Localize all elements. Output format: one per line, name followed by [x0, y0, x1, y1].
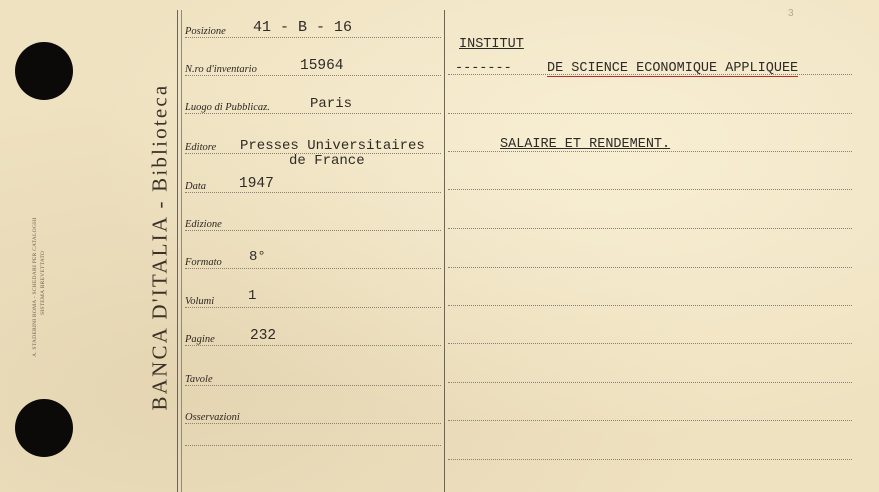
- entry-rule: [448, 420, 852, 421]
- field-label: Editore: [185, 142, 217, 153]
- entry-rule: [448, 228, 852, 229]
- field-label: Data: [185, 181, 206, 192]
- entry-rule: [448, 305, 852, 306]
- field-pagine: [185, 328, 441, 346]
- field-label: Luogo di Pubblicaz.: [185, 102, 270, 113]
- field-volumi: [185, 290, 441, 308]
- field-rule-extra: [185, 445, 441, 446]
- field-value-editore-2: de France: [289, 153, 365, 169]
- field-label: Volumi: [185, 296, 215, 307]
- entry-rule: [448, 189, 852, 190]
- field-value-luogo: Paris: [310, 96, 353, 112]
- field-osservazioni: [185, 406, 441, 424]
- field-formato: [185, 251, 441, 269]
- printer-line-1: A. STADERINI ROMA - SCHEDARI PER CATALOGHI: [32, 217, 38, 357]
- left-margin-rule-inner: [181, 10, 182, 492]
- field-value-data: 1947: [239, 176, 274, 192]
- field-value-volumi: 1: [248, 288, 257, 304]
- field-value-formato: 8°: [249, 249, 266, 265]
- printer-line-2: SISTEMA BREVETTATO: [40, 250, 46, 315]
- field-label: N.ro d'inventario: [185, 64, 257, 75]
- entry-rule: [448, 382, 852, 383]
- field-value-posizione: 41 - B - 16: [253, 19, 353, 36]
- entry-rule: [448, 267, 852, 268]
- entry-rule: [448, 113, 852, 114]
- entry-rule: [448, 343, 852, 344]
- field-label: Posizione: [185, 26, 226, 37]
- punch-hole-top: [15, 42, 73, 100]
- left-margin-rule: [177, 10, 178, 492]
- entry-author-line-2: DE SCIENCE ECONOMIQUE APPLIQUEE: [547, 61, 799, 76]
- corner-mark: 3: [788, 8, 794, 19]
- entry-dashes: -------: [455, 61, 512, 76]
- field-label: Tavole: [185, 374, 213, 385]
- entry-title: SALAIRE ET RENDEMENT.: [500, 137, 671, 152]
- field-label: Edizione: [185, 219, 222, 230]
- field-value-editore: Presses Universitaires: [240, 138, 425, 154]
- punch-hole-bottom: [15, 399, 73, 457]
- field-value-pagine: 232: [250, 328, 277, 344]
- entry-rule: [448, 459, 852, 460]
- field-value-inventario: 15964: [300, 58, 344, 74]
- field-label: Osservazioni: [185, 412, 240, 423]
- library-side-title: BANCA D'ITALIA - Biblioteca: [147, 83, 172, 411]
- field-tavole: [185, 368, 441, 386]
- field-data: [185, 175, 441, 193]
- field-edizione: [185, 213, 441, 231]
- center-divider-rule: [444, 10, 445, 492]
- field-label: Pagine: [185, 334, 215, 345]
- entry-author-line-1: INSTITUT: [459, 37, 524, 52]
- field-label: Formato: [185, 257, 222, 268]
